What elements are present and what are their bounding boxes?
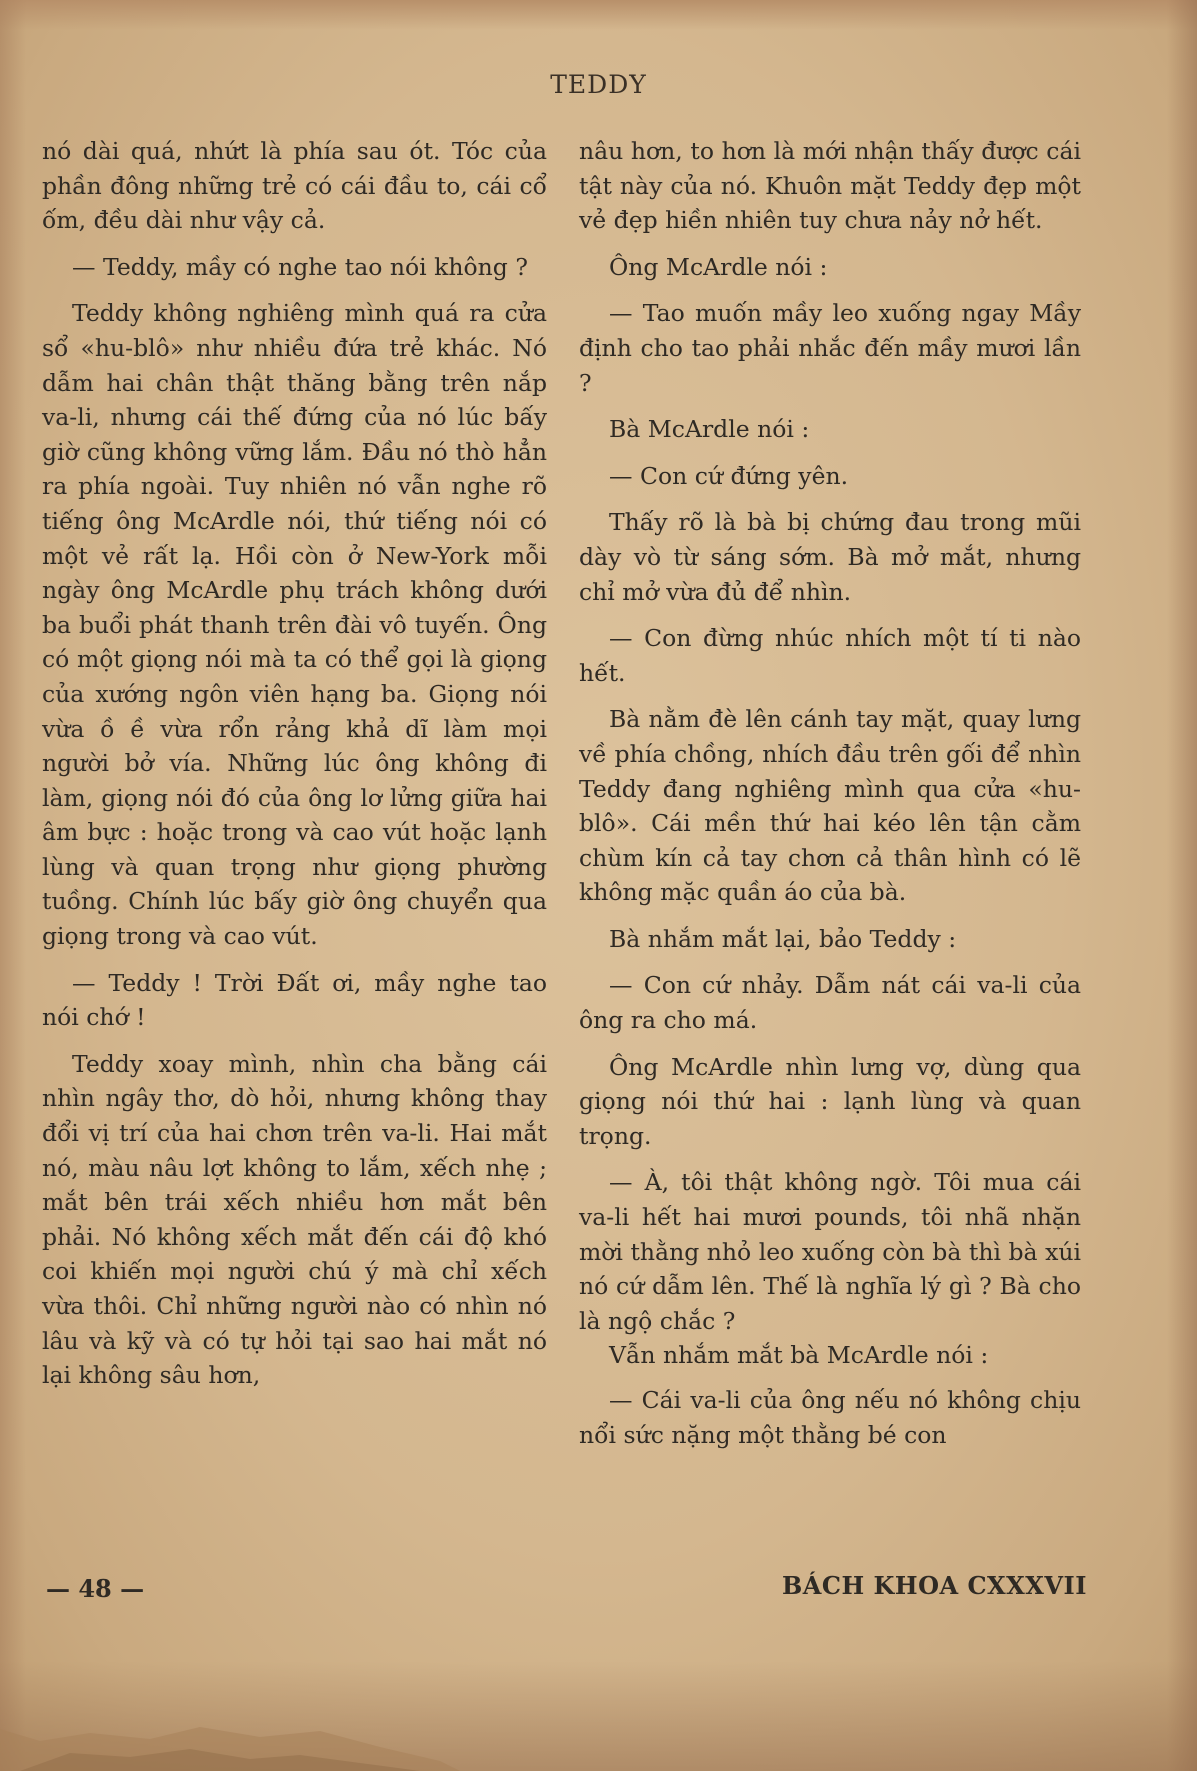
- paragraph: Ông McArdle nhìn lưng vợ, dùng qua giọng nói thứ hai : lạnh lùng và quan trọng.: [579, 1052, 1081, 1150]
- paragraph: Bà nằm đè lên cánh tay mặt, quay lưng về phía chồng, nhích đầu trên gối để nhìn Teddy đang nghiêng mình qua cửa «hu-blô». Cái mền thứ hai kéo lên tận cằm chùm kín cả tay chơn cả thân hình có lẽ không mặc quần áo của bà.: [579, 705, 1081, 907]
- paragraph: Bà McArdle nói :: [609, 415, 810, 444]
- paragraph: Thấy rõ là bà bị chứng đau trong mũi dày vò từ sáng sớm. Bà mở mắt, nhưng chỉ mở vừa đủ để nhìn.: [579, 508, 1081, 606]
- page-number: — 48 —: [46, 1574, 145, 1603]
- paragraph: — À, tôi thật không ngờ. Tôi mua cái va-li hết hai mươi pounds, tôi nhã nhặn mời thằng nhỏ leo xuống còn bà thì bà xúi nó cứ dẫm lên. Thế là nghĩa lý gì ? Bà cho là ngộ chắc ?: [579, 1168, 1081, 1335]
- paper-stain-left: [0, 0, 26, 1771]
- paragraph: Teddy không nghiêng mình quá ra cửa sổ «hu-blô» như nhiều đứa trẻ khác. Nó dẫm hai chân thật thăng bằng trên nắp va-li, nhưng cái thế đứng của nó lúc bấy giờ cũng không vững lắm. Đầu nó thò hẳn ra phía ngoài. Tuy nhiên nó vẫn nghe rõ tiếng ông McArdle nói, thứ tiếng nói có một vẻ rất lạ. Hồi còn ở New-York mỗi ngày ông McArdle phụ trách không dưới ba buổi phát thanh trên đài vô tuyến. Ông có một giọng nói mà ta có thể gọi là giọng của xướng ngôn viên hạng ba. Giọng nói vừa ồ ề vừa rổn rảng khả dĩ làm mọi người bở vía. Những lúc ông không đi làm, giọng nói đó của ông lơ lửng giữa hai âm bực : hoặc trong và cao vút hoặc lạnh lùng và quan trọng như giọng phường tuồng. Chính lúc bấy giờ ông chuyển qua giọng trong và cao vút.: [42, 299, 547, 951]
- running-header: TEDDY: [550, 70, 647, 99]
- paragraph: Vẫn nhắm mắt bà McArdle nói :: [609, 1341, 989, 1370]
- right-column: [579, 134, 1081, 1452]
- paragraph: Ông McArdle nói :: [609, 252, 828, 281]
- paragraph: — Con đừng nhúc nhích một tí ti nào hết.: [579, 624, 1081, 687]
- paragraph: nâu hơn, to hơn là mới nhận thấy được cái tật này của nó. Khuôn mặt Teddy đẹp một vẻ đẹp hiền nhiên tuy chưa nảy nở hết.: [579, 137, 1081, 235]
- paragraph: — Tao muốn mầy leo xuống ngay Mầy định cho tao phải nhắc đến mầy mươi lần ?: [579, 299, 1081, 397]
- paragraph: — Con cứ nhảy. Dẫm nát cái va-li của ông ra cho má.: [579, 971, 1081, 1035]
- paper-stain-top: [0, 0, 1197, 30]
- publication-name: BÁCH KHOA CXXXVII: [782, 1571, 1087, 1600]
- paragraph: — Teddy ! Trời Đất ơi, mầy nghe tao nói chớ !: [42, 968, 547, 1032]
- paragraph: — Cái va-li của ông nếu nó không chịu nổi sức nặng một thằng bé con: [579, 1386, 1081, 1449]
- torn-corner: [0, 1621, 460, 1771]
- paragraph: nó dài quá, nhứt là phía sau ót. Tóc của phần đông những trẻ có cái đầu to, cái cổ ốm, đều dài như vậy cả.: [42, 137, 547, 235]
- paragraph: — Teddy, mầy có nghe tao nói không ?: [72, 252, 528, 281]
- paragraph: Teddy xoay mình, nhìn cha bằng cái nhìn ngây thơ, dò hỏi, nhưng không thay đổi vị trí của hai chơn trên va-li. Hai mắt nó, màu nâu lợt không to lắm, xếch nhẹ ; mắt bên trái xếch nhiều hơn mắt bên phải. Nó không xếch mắt đến cái độ khó coi khiến mọi người chú ý mà chỉ xếch vừa thôi. Chỉ những người nào có nhìn nó lâu và kỹ và có tự hỏi tại sao hai mắt nó lại không sâu hơn,: [42, 1049, 547, 1390]
- paragraph: Bà nhắm mắt lại, bảo Teddy :: [609, 924, 957, 953]
- left-column: [42, 134, 547, 1393]
- paper-stain-right: [1167, 0, 1197, 1771]
- paragraph: — Con cứ đứng yên.: [609, 461, 849, 490]
